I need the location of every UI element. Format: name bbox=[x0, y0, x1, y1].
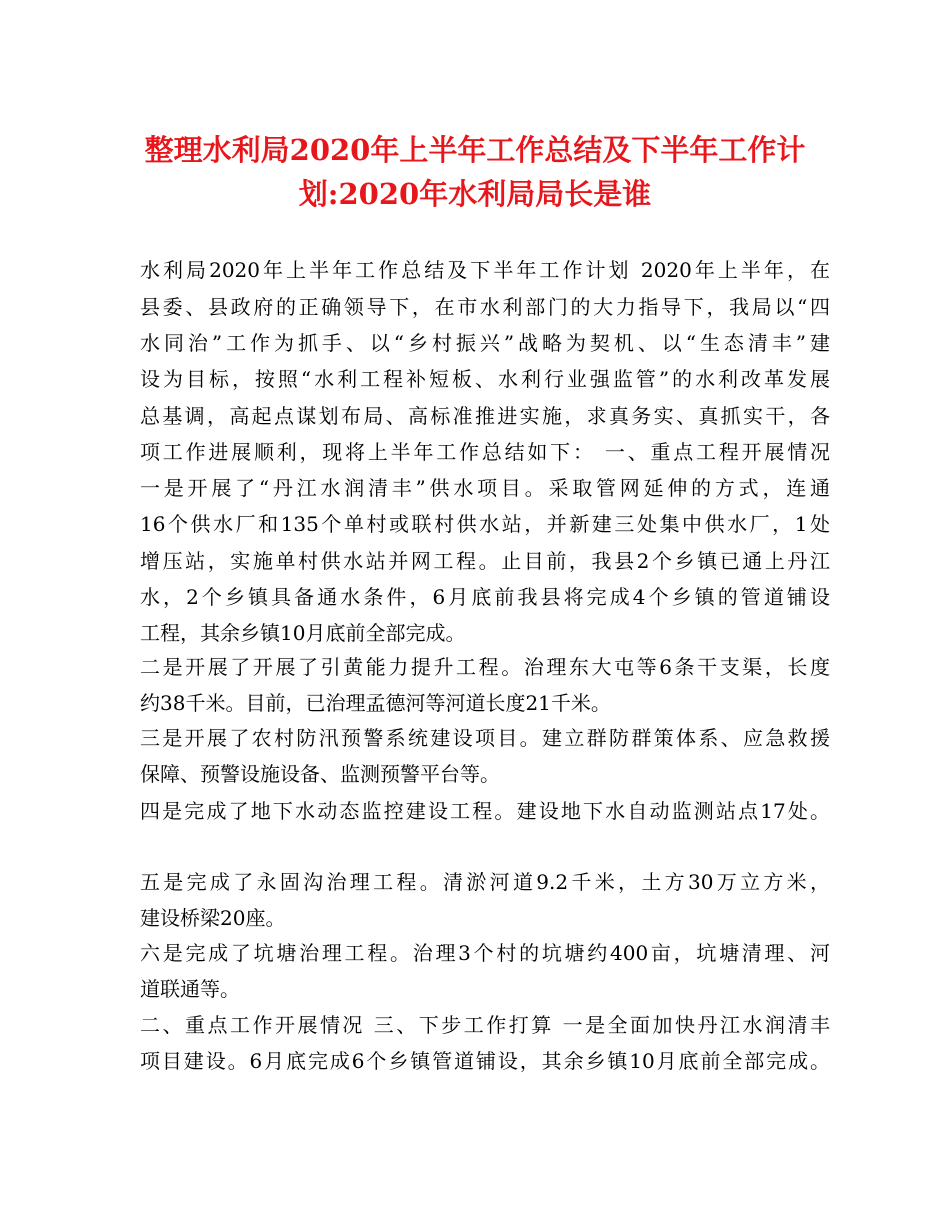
body-line: 水同治”工作为抓手、以“乡村振兴”战略为契机、以“生态清丰”建 bbox=[140, 331, 830, 355]
body-line: 三是开展了农村防汛预警系统建设项目。建立群防群策体系、应急救援 bbox=[140, 726, 830, 750]
body-line: 一是开展了“丹江水润清丰”供水项目。采取管网延伸的方式，连通 bbox=[140, 476, 830, 500]
body-line: 总基调，高起点谋划布局、高标准推进实施，求真务实、真抓实干，各 bbox=[140, 404, 830, 428]
body-line: 二是开展了开展了引黄能力提升工程。治理东大屯等6条干支渠，长度 bbox=[140, 655, 830, 679]
body-line: 道联通等。 bbox=[140, 977, 240, 1001]
body-line: 约38千米。目前，已治理孟德河等河道长度21千米。 bbox=[140, 691, 611, 715]
body-line: 四是完成了地下水动态监控建设工程。建设地下水自动监测站点17处。 bbox=[140, 799, 830, 823]
body-line: 增压站，实施单村供水站并网工程。止目前，我县2个乡镇已通上丹江 bbox=[140, 549, 830, 573]
body-line: 工程，其余乡镇10月底前全部完成。 bbox=[140, 621, 466, 645]
body-line: 项工作进展顺利，现将上半年工作总结如下： 一、重点工程开展情况 bbox=[140, 440, 830, 464]
body-line: 水，2个乡镇具备通水条件，6月底前我县将完成4个乡镇的管道铺设 bbox=[140, 585, 830, 609]
body-line: 项目建设。6月底完成6个乡镇管道铺设，其余乡镇10月底前全部完成。 bbox=[140, 1049, 830, 1073]
body-line: 建设桥梁20座。 bbox=[140, 906, 286, 930]
body-line: 二、重点工作开展情况 三、下步工作打算 一是全面加快丹江水润清丰 bbox=[140, 1013, 830, 1037]
body-line: 保障、预警设施设备、监测预警平台等。 bbox=[140, 762, 500, 786]
body-line: 水利局2020年上半年工作总结及下半年工作计划 2020年上半年，在 bbox=[140, 258, 830, 282]
body-line: 六是完成了坑塘治理工程。治理3个村的坑塘约400亩，坑塘清理、河 bbox=[140, 941, 830, 965]
body-line: 设为目标，按照“水利工程补短板、水利行业强监管”的水利改革发展 bbox=[140, 367, 830, 391]
body-line: 16个供水厂和135个单村或联村供水站，并新建三处集中供水厂，1处 bbox=[140, 512, 830, 536]
document-title-line-1: 整理水利局2020年上半年工作总结及下半年工作计 bbox=[144, 133, 806, 167]
document-title-line-2: 划:2020年水利局局长是谁 bbox=[298, 177, 652, 211]
body-line: 县委、县政府的正确领导下，在市水利部门的大力指导下，我局以“四 bbox=[140, 295, 830, 319]
body-line: 五是完成了永固沟治理工程。清淤河道9.2千米，土方30万立方米， bbox=[140, 870, 830, 894]
